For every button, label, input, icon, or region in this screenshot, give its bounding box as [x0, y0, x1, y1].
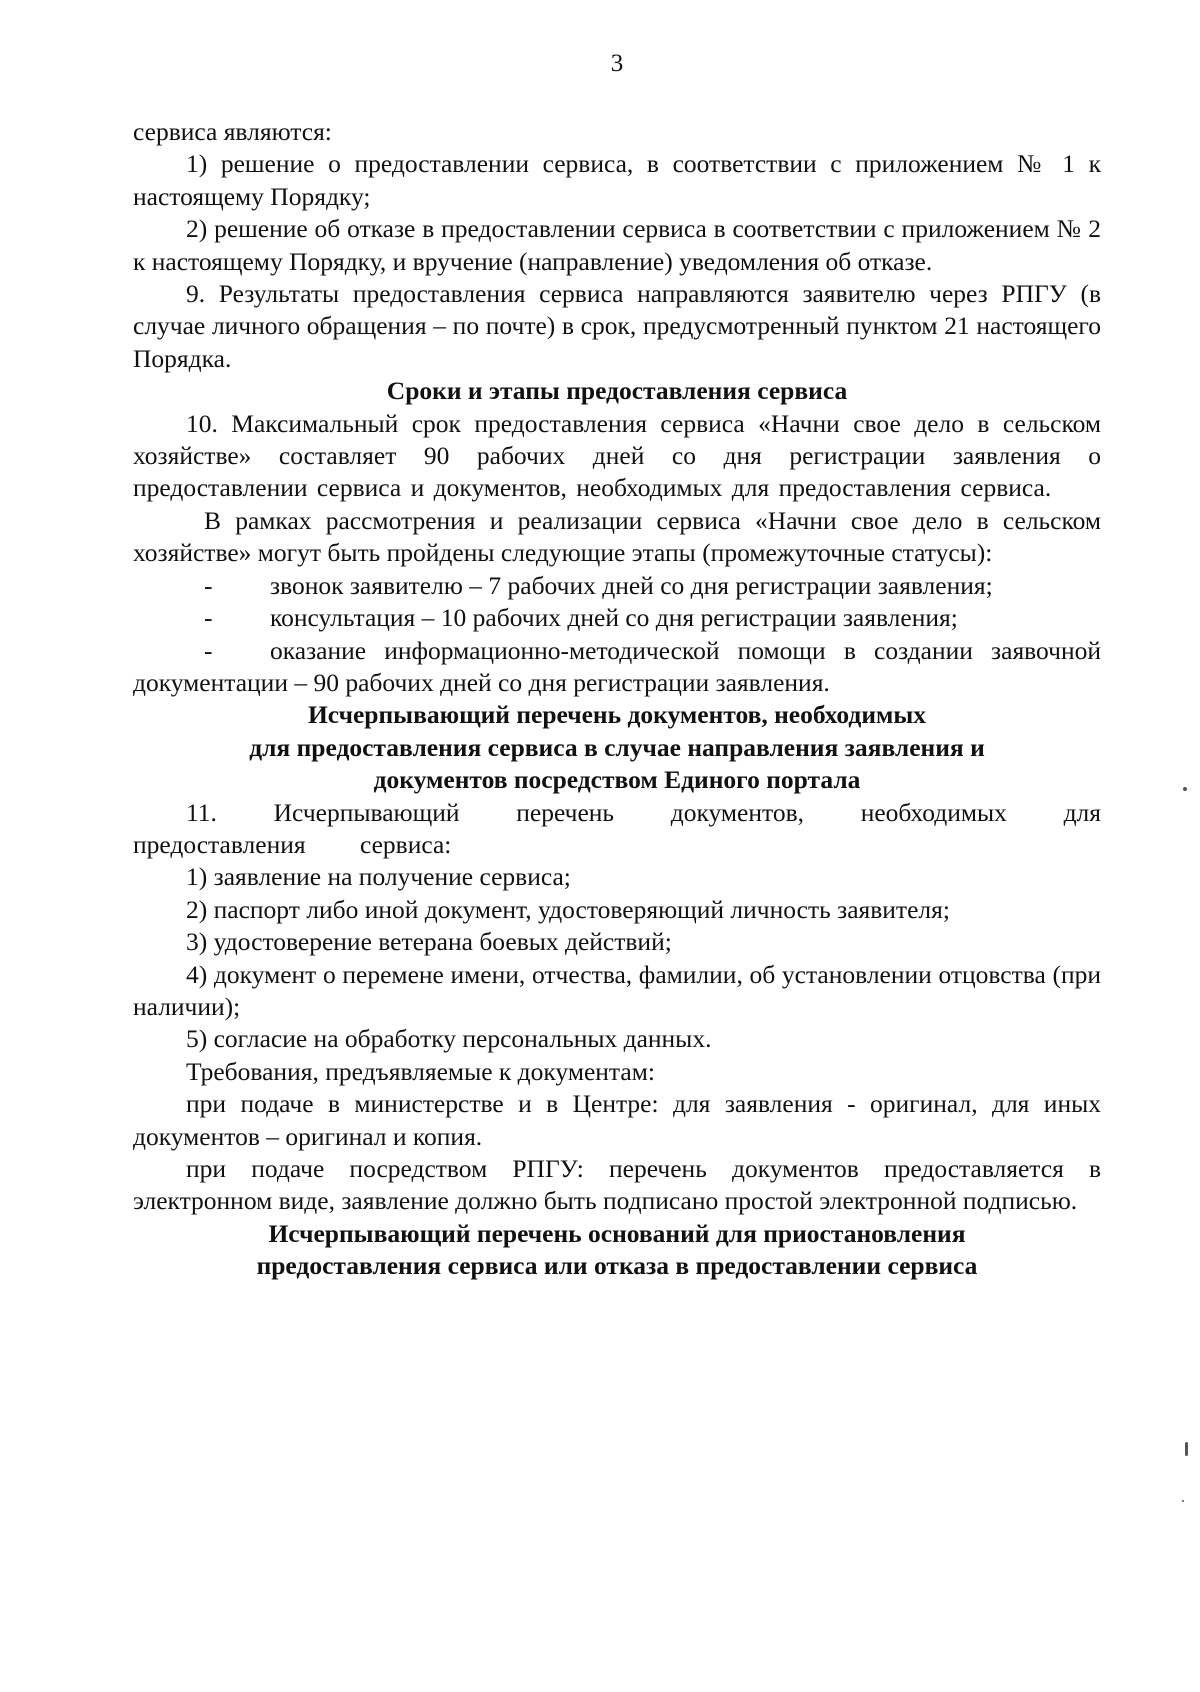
document-item: 4) документ о перемене имени, отчества, фамилии, об установлении отцовства (при наличии); — [133, 959, 1101, 1021]
heading-line: документов посредством Единого портала — [373, 765, 861, 795]
scan-speck — [1182, 1500, 1184, 1502]
document-item: 1) заявление на получение сервиса; — [186, 862, 571, 892]
dash-marker: - — [204, 603, 213, 633]
stage-text: звонок заявителю – 7 рабочих дней со дня регистрации заявления; — [270, 570, 993, 600]
clause-9: 9. Результаты предоставления сервиса направляются заявителю через РПГУ (в случае личного обращения – по почте) в срок, предусмотренный пунктом 21 настоящего Порядка. — [133, 279, 1101, 373]
heading-line: предоставления сервиса или отказа в предоставлении сервиса — [256, 1251, 978, 1281]
dash-marker: - — [204, 570, 213, 600]
stage-item — [133, 602, 1101, 634]
scan-speck — [1183, 787, 1187, 791]
stage-item — [133, 570, 1101, 602]
document-item: 5) согласие на обработку персональных данных. — [186, 1024, 712, 1054]
section-heading-grounds — [133, 1218, 1101, 1283]
page-number: 3 — [610, 50, 624, 77]
result-item-1: 1) решение о предоставлении сервиса, в соответствии с приложением № 1 к настоящему Порядку; — [133, 149, 1101, 211]
heading-line: Исчерпывающий перечень документов, необходимых — [307, 700, 927, 730]
document-item: 3) удостоверение ветерана боевых действий; — [186, 927, 672, 957]
dash-marker: - — [204, 635, 213, 665]
paragraph: сервиса являются: — [133, 117, 332, 146]
stage-text: консультация – 10 рабочих дней со дня регистрации заявления; — [270, 603, 958, 633]
heading-line: для предоставления сервиса в случае направления заявления и — [249, 732, 985, 762]
document-body — [133, 116, 1101, 1283]
stages-intro: В рамках рассмотрения и реализации сервиса «Начни свое дело в сельском хозяйстве» могут быть пройдены следующие этапы (промежуточные статусы): — [133, 505, 1101, 568]
heading-line: Исчерпывающий перечень оснований для приостановления — [268, 1218, 966, 1248]
stage-text: оказание информационно-методической помощи в создании заявочной документации – 90 рабочих дней со дня регистрации заявления. — [133, 635, 1101, 697]
clause-10: 10. Максимальный срок предоставления сервиса «Начни свое дело в сельском хозяйстве» составляет 90 рабочих дней со дня регистрации заявления о предоставлении сервиса и документов, необходимых для предоставления сервиса. — [133, 408, 1101, 503]
scan-speck — [1185, 1442, 1188, 1456]
section-heading-documents — [133, 699, 1101, 796]
stage-item — [133, 635, 1101, 700]
requirements-intro: Требования, предъявляемые к документам: — [186, 1056, 655, 1086]
document-item: 2) паспорт либо иной документ, удостоверяющий личность заявителя; — [186, 894, 950, 924]
requirement-item: при подаче посредством РПГУ: перечень документов предоставляется в электронном виде, заявление должно быть подписано простой электронной подписью. — [133, 1154, 1101, 1216]
clause-11: 11. Исчерпывающий перечень документов, необходимых для предоставления сервиса: — [133, 797, 1101, 859]
requirement-item: при подаче в министерстве и в Центре: для заявления - оригинал, для иных документов – оригинал и копия. — [133, 1089, 1101, 1151]
result-item-2: 2) решение об отказе в предоставлении сервиса в соответствии с приложением № 2 к настоящему Порядку, и вручение (направление) уведомления об отказе. — [133, 214, 1101, 276]
section-heading-terms: Сроки и этапы предоставления сервиса — [386, 376, 848, 406]
